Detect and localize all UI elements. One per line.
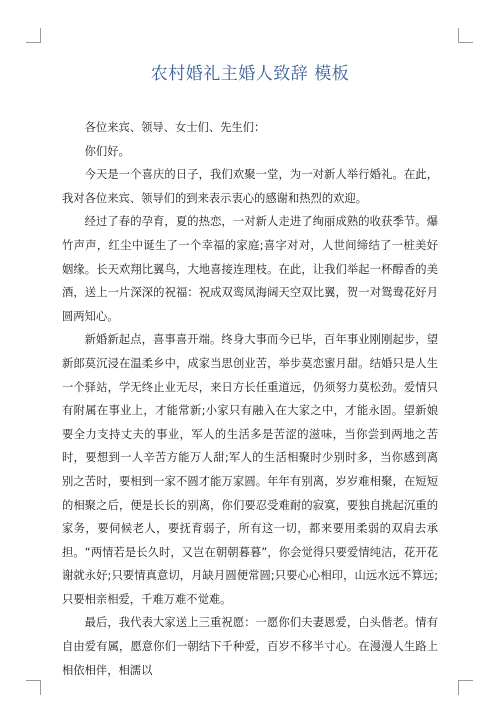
document-body	[62, 116, 438, 682]
salutation: 各位来宾、领导、女士们、先生们：	[84, 121, 266, 134]
paragraph-wishes: 最后，我代表大家送上三重祝愿：一愿你们夫妻恩爱，白头偕老。情有自由爱有属，愿意你们一朝结下千种爱，百岁不移半寸心。在漫漫人生路上相依相伴，相濡以	[62, 616, 438, 677]
paragraph-blessing: 经过了春的孕育，夏的热恋，一对新人走进了绚丽成熟的收获季节。爆竹声声，红尘中诞生了一个幸福的家庭;喜字对对，人世间缔结了一桩美好姻缘。长天欢翔比翼鸟，大地喜接连理枝。在此，让我们举起一杯醇香的美酒，送上一片深深的祝福：祝成双鸾凤海阔天空双比翼，贺一对鸳鸯花好月圆两知心。	[62, 215, 438, 323]
document-title: 农村婚礼主婚人致辞 模板	[150, 64, 350, 84]
crop-mark-bottom-right	[458, 680, 473, 695]
paragraph-welcome: 今天是一个喜庆的日子，我们欢聚一堂，为一对新人举行婚礼。在此，我对各位来宾、领导们的到来表示衷心的感谢和热烈的欢迎。	[62, 168, 438, 205]
crop-mark-bottom-left	[26, 680, 41, 695]
greeting: 你们好。	[84, 144, 130, 158]
crop-mark-top-left	[26, 28, 41, 43]
paragraph-new-start: 新婚新起点，喜事喜开端。终身大事而今已毕，百年事业刚刚起步，望新郎莫沉浸在温柔乡中，成家当思创业苦，举步莫恋蜜月甜。结婚只是人生一个驿站，学无终止业无尽，来日方长任重道远，仍须努力莫松劲。爱情只有附属在事业上，才能常新;小家只有融入在大家之中，才能永固。望新娘要全力支持丈夫的事业，军人的生活多是苦涩的滋味，当你尝到两地之苦时，要想到一人辛苦方能万人甜;军人的生活相聚时少别时多，当你感到离别之苦时，要相到一家不圆才能万家圆。年年有别离，岁岁难相聚，在短短的相聚之后，便是长长的别离，你们要忍受难耐的寂寞，要独自挑起沉重的家务，要伺候老人，要抚育弱子，所有这一切，都来要用柔弱的双肩去承担。“两情若是长久时，又岂在朝朝暮暮”，你会觉得只要爱情纯洁，花开花谢就永好;只要情真意切，月缺月圆便常圆;只要心心相印，山远水远不算远;只要相亲相爱，千难万难不觉难。	[62, 333, 438, 606]
crop-mark-top-right	[458, 28, 473, 43]
